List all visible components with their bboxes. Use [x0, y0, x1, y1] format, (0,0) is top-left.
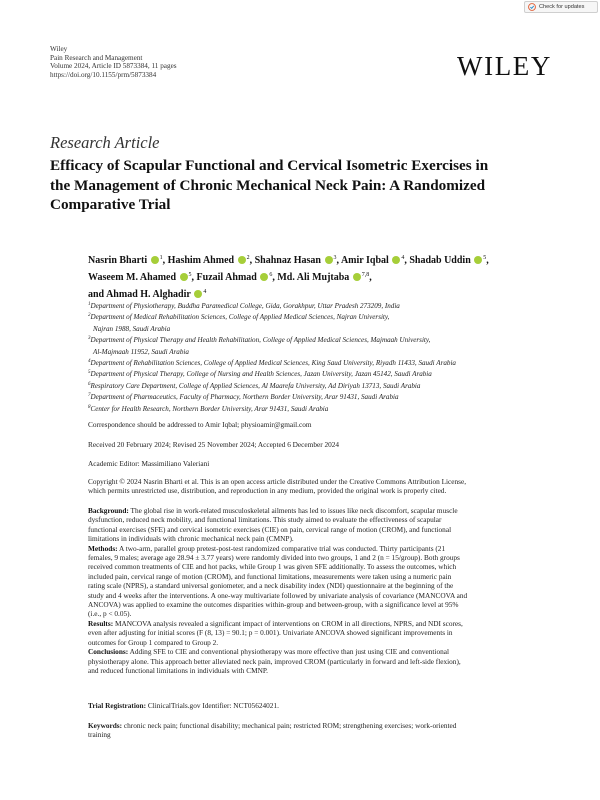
- affiliation: Najran 1988, Saudi Arabia: [93, 324, 171, 333]
- affiliation: Al-Majmaah 11952, Saudi Arabia: [93, 347, 189, 356]
- orcid-icon[interactable]: [392, 256, 400, 264]
- title-line: Comparative Trial: [50, 196, 171, 213]
- author-list: Nasrin Bharti $^1$, Hashim Ahmed $^2$, Shahnaz Hasan $^3$, Amir Iqbal $^4$, Shadab Uddin $^5$, Waseem M. Ahamed $^5$, Fuzail Ahmad $^6$, Md. Ali Mujtaba $^{7,8}$, and Ahmad H. Alghadir $^4$: [88, 255, 489, 300]
- publisher-logo: WILEY: [457, 51, 552, 81]
- academic-editor: Academic Editor: Massimiliano Valeriani: [88, 459, 210, 468]
- author[interactable]: Waseem M. Ahamed $^5$: [88, 272, 192, 283]
- abstract: [88, 506, 553, 675]
- affiliation: $^5$Department of Physical Therapy, College of Nursing and Health Sciences, Jazan University, Jazan 45142, Saudi Arabia: [88, 370, 432, 379]
- orcid-icon[interactable]: [238, 256, 246, 264]
- journal-meta: [50, 45, 177, 79]
- affiliation: $^2$Department of Medical Rehabilitation Sciences, College of Applied Medical Sciences, Najran University,: [88, 313, 390, 322]
- abstract-methods: Methods: A two-arm, parallel group pretest-post-test randomized comparative trial was conducted. Thirty participants (21 females, 9 males; average age 28.94 ± 3.77 years) were randomly divided into two groups, 1 and 2 (n = 15/group). Both groups received common treatments of CIE and hot packs, while Group 1 was given SFE additionally. To assess the outcomes, which included pain, cervical range of motion (CROM), and functional limitations, measurements were taken using a numeric pain rating scale (NPRS), a standard universal goniometer, and a neck disability index (NDI) questionnaire at the beginning of the study and 4 weeks after the interventions. A one-way multivariate followed by univariate analysis of covariance (MANCOVA and ANCOVA) was applied to examine the outcomes disparities within-group and between-group, with a significance level at 95% (i.e., p < 0.05).: [88, 543, 468, 619]
- article-type: Research Article: [50, 133, 160, 152]
- abstract-background: Background: The global rise in work-related musculoskeletal ailments has led to issues like neck discomfort, scapular muscle dysfunction, reduced neck mobility, and functional limitations. This study aimed to evaluate the effectiveness of scapular functional exercises (SFE) and cervical isometric exercises (CIE) on pain, cervical range of motion (CROM), and functional limitations in individuals with chronic mechanical neck pain (CMNP).: [88, 506, 458, 544]
- orcid-icon[interactable]: [260, 273, 268, 281]
- copyright-line: which permits unrestricted use, distribution, and reproduction in any medium, provided the original work is properly cited.: [88, 486, 447, 496]
- orcid-icon[interactable]: [474, 256, 482, 264]
- orcid-icon[interactable]: [194, 290, 202, 298]
- affiliation: $^7$Department of Pharmaceutics, Faculty of Pharmacy, Northern Border University, Arar 91431, Saudi Arabia: [88, 393, 399, 402]
- keywords: Keywords: chronic neck pain; functional disability; mechanical pain; restricted ROM; strengthening exercises; work-oriented training: [88, 721, 457, 740]
- check-for-updates-badge[interactable]: [524, 1, 598, 13]
- volume-info: Volume 2024, Article ID 5873384, 11 pages: [50, 62, 177, 71]
- correspondence: Correspondence should be addressed to Amir Iqbal; physioamir@gmail.com: [88, 420, 312, 429]
- orcid-icon[interactable]: [151, 256, 159, 264]
- affiliation: $^8$Center for Health Research, Northern Border University, Arar 91431, Saudi Arabia: [88, 404, 329, 413]
- affiliation: $^1$Department of Physiotherapy, Buddha Paramedical College, Gida, Gorakhpur, Uttar Pradesh 273209, India: [88, 302, 400, 310]
- orcid-icon[interactable]: [180, 273, 188, 281]
- doi-link[interactable]: https://doi.org/10.1155/prm/5873384: [50, 70, 157, 79]
- affiliation-list: [88, 300, 558, 414]
- trial-registration: Trial Registration: ClinicalTrials.gov Identifier: NCT05624021.: [88, 701, 279, 710]
- affiliation: $^6$Respiratory Care Department, College of Applied Sciences, Al Maarefa University, Ad Diriyah 13713, Saudi Arabia: [88, 381, 421, 390]
- abstract-results: Results: MANCOVA analysis revealed a significant impact of interventions on CROM in all directions, NPRS, and NDI scores, even after adjusting for initial scores (F (8, 13) = 90.1; p = 0.001). Univariate ANCOVA showed significant improvements in outcomes for Group 1 compared to Group 2.: [88, 618, 463, 647]
- orcid-icon[interactable]: [325, 256, 333, 264]
- publisher-name: Wiley: [50, 45, 68, 53]
- author[interactable]: Ahmad H. Alghadir $^4$: [106, 289, 207, 300]
- author[interactable]: Amir Iqbal $^4$: [340, 255, 405, 266]
- journal-name: Pain Research and Management: [50, 53, 143, 62]
- article-title: [50, 156, 555, 215]
- orcid-icon[interactable]: [353, 273, 361, 281]
- copyright-notice: [88, 477, 553, 496]
- title-line: the Management of Chronic Mechanical Neck Pain: A Randomized: [50, 176, 486, 194]
- author[interactable]: Fuzail Ahmad $^6$: [196, 272, 273, 283]
- author[interactable]: Md. Ali Mujtaba $^{7,8}$: [277, 272, 370, 283]
- author[interactable]: Shahnaz Hasan $^3$: [254, 255, 337, 266]
- check-for-updates-label: Check for updates: [539, 4, 585, 10]
- affiliation: $^3$Department of Physical Therapy and Health Rehabilitation, College of Applied Medical Sciences, Majmaah University,: [88, 336, 431, 345]
- author[interactable]: Shadab Uddin $^5$: [409, 255, 487, 266]
- copyright-line: Copyright © 2024 Nasrin Bharti et al. This is an open access article distributed under the Creative Commons Attribution License,: [88, 477, 467, 486]
- title-line: Efficacy of Scapular Functional and Cervical Isometric Exercises in: [50, 157, 489, 174]
- affiliation: $^4$Department of Rehabilitation Sciences, College of Applied Medical Sciences, King Saud University, Riyadh 11433, Saudi Arabia: [88, 359, 456, 368]
- author-connector: and: [88, 289, 105, 300]
- author[interactable]: Nasrin Bharti $^1$: [88, 255, 163, 266]
- update-check-icon: [528, 3, 536, 11]
- author[interactable]: Hashim Ahmed $^2$: [167, 255, 250, 266]
- abstract-conclusions: Conclusions: Adding SFE to CIE and conventional physiotherapy was more effective than just using CIE and conventional physiotherapy alone. This approach better alleviated neck pain, improved CROM (particularly in forward and left-side flexion), and reduced functional limitations in individuals with CMNP.: [88, 647, 461, 675]
- publication-dates: Received 20 February 2024; Revised 25 November 2024; Accepted 6 December 2024: [88, 440, 340, 449]
